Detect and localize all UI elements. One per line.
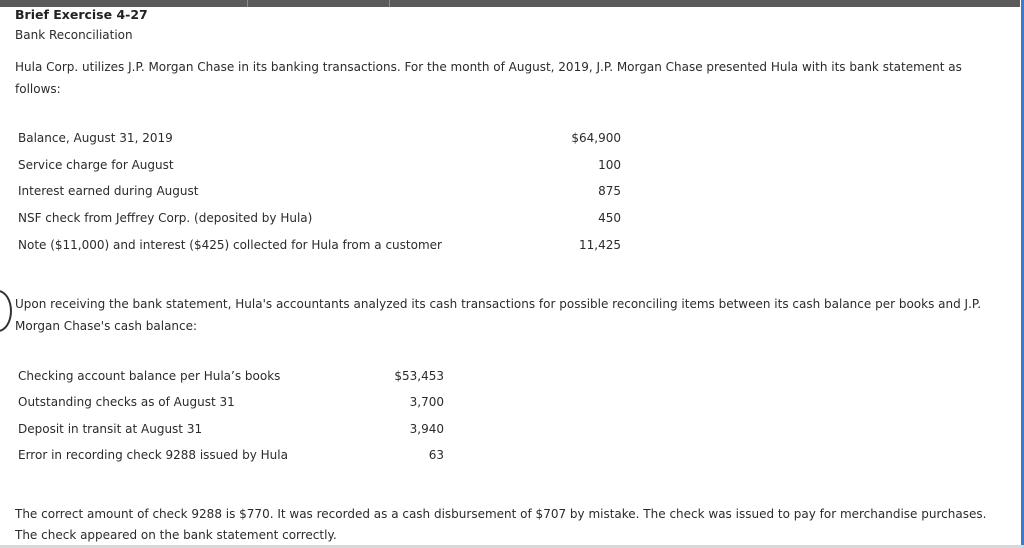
statement-label: Balance, August 31, 2019 [18, 131, 173, 145]
statement-value: $64,900 [571, 131, 621, 145]
book-item-value: $53,453 [394, 369, 444, 383]
book-item-label: Outstanding checks as of August 31 [18, 395, 235, 409]
book-item-label: Deposit in transit at August 31 [18, 422, 203, 436]
statement-value: 11,425 [579, 238, 621, 252]
top-bar [0, 0, 1020, 7]
annotation-circle [0, 290, 12, 332]
statement-value: 875 [598, 184, 621, 198]
book-item-value: 3,940 [409, 422, 444, 436]
exercise-subtitle: Bank Reconciliation [15, 28, 133, 42]
book-item-value: 3,700 [409, 395, 444, 409]
statement-label: Service charge for August [18, 158, 174, 172]
statement-value: 450 [598, 211, 621, 225]
intro-paragraph: Hula Corp. utilizes J.P. Morgan Chase in its banking transactions. For the month of August, 2019, J.P. Morgan Chase presented Hula with its bank statement as follows: [15, 60, 962, 96]
statement-label: Note ($11,000) and interest ($425) collected for Hula from a customer [18, 238, 442, 252]
book-item-label: Error in recording check 9288 issued by Hula [18, 448, 288, 462]
closing-paragraph: The correct amount of check 9288 is $770. It was recorded as a cash disbursement of $707 by mistake. The check was issued to pay for merchandise purchases. The check appeared on the bank statement correctly. [15, 507, 987, 542]
top-bar-divider [247, 0, 248, 7]
statement-label: Interest earned during August [18, 184, 199, 198]
top-bar-divider [389, 0, 390, 7]
book-item-value: 63 [428, 448, 444, 462]
analysis-paragraph: Upon receiving the bank statement, Hula's accountants analyzed its cash transactions for possible reconciling items between its cash balance per books and J.P. Morgan Chase's cash balance: [15, 297, 982, 333]
book-item-label: Checking account balance per Hula’s books [18, 369, 281, 383]
statement-value: 100 [598, 158, 621, 172]
statement-label: NSF check from Jeffrey Corp. (deposited by Hula) [18, 211, 313, 225]
exercise-title: Brief Exercise 4-27 [15, 7, 148, 22]
